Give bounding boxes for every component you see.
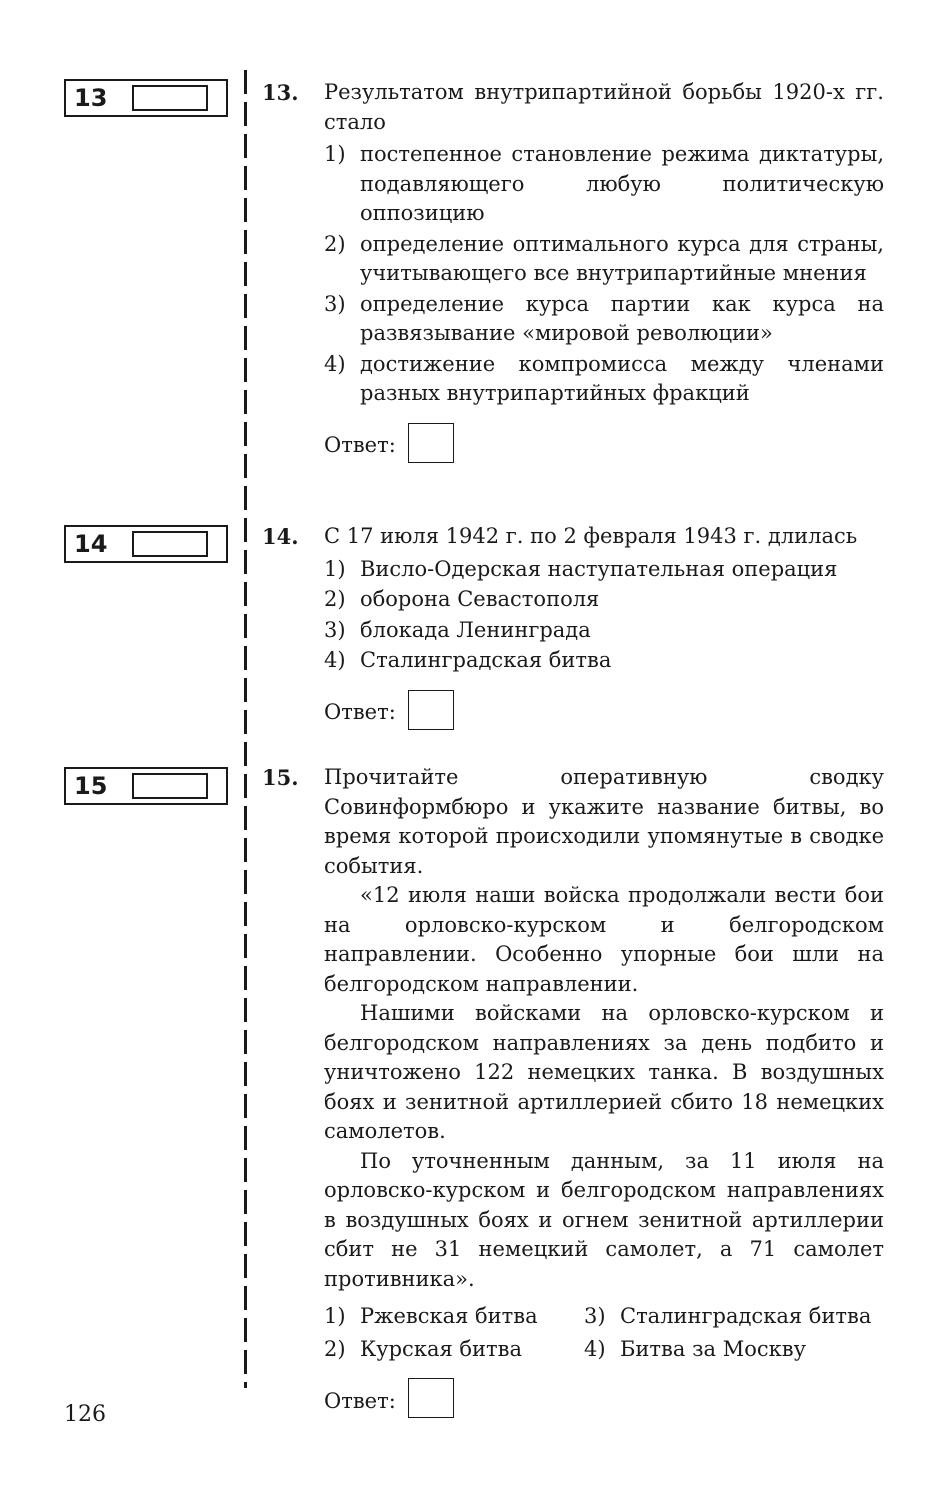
- answer-row: [324, 1376, 884, 1418]
- margin-answer-slot[interactable]: [132, 531, 208, 557]
- answer-label: Ответ:: [324, 700, 396, 724]
- option-item: [324, 646, 884, 676]
- task-number: 15.: [262, 765, 299, 790]
- option-number: 2): [324, 1336, 346, 1361]
- margin-answer-slot[interactable]: [132, 773, 208, 799]
- option-text: Сталинградская битва: [620, 1304, 872, 1328]
- option-item: [324, 230, 884, 289]
- option-item: [324, 555, 884, 585]
- option-grid: [324, 1302, 884, 1364]
- option-text: Битва за Москву: [620, 1336, 806, 1361]
- option-number: 4): [324, 351, 346, 376]
- task-15: [262, 763, 884, 1418]
- option-text: определение оптимального курса для страны, учитывающего все внутрипартийные мнения: [360, 231, 884, 285]
- option-number: 1): [324, 142, 346, 166]
- option-item: [324, 140, 884, 229]
- option-item: [324, 1302, 584, 1332]
- quote-paragraph: Нашими войсками на орловско-курском и белгородском направлениях за день подбито и уничтожено 122 немецких танка. В воздушных боях и зенитной артиллерией сбито 18 немецких самолетов.: [324, 1001, 884, 1143]
- option-text: постепенное становление режима диктатуры, подавляющего любую политическую оппозицию: [360, 142, 884, 225]
- option-text: Курская битва: [360, 1336, 522, 1361]
- answer-box[interactable]: [408, 1378, 454, 1418]
- task-14: [262, 522, 884, 730]
- margin-task-number: 13: [74, 84, 108, 112]
- margin-answer-box-13: [64, 79, 228, 117]
- margin-answer-slot[interactable]: [132, 85, 208, 111]
- quote-paragraph: По уточненным данным, за 11 июля на орловско-курском и белгородском направлениях в воздушных боях и огнем зенитной артиллерии сбит не 31 немецкий самолет, а 71 самолет противника».: [324, 1148, 884, 1291]
- option-text: блокада Ленинграда: [360, 617, 591, 642]
- option-text: Висло-Одерская наступательная операция: [360, 556, 838, 581]
- margin-task-number: 15: [74, 772, 108, 800]
- source-quote: [324, 881, 884, 1294]
- margin-answer-box-15: [64, 767, 228, 805]
- option-number: 3): [324, 291, 346, 316]
- margin-answer-box-14: [64, 525, 228, 563]
- option-number: 2): [324, 231, 346, 256]
- option-item: [584, 1302, 884, 1332]
- option-text: оборона Севастополя: [360, 587, 600, 611]
- option-number: 4): [584, 1336, 606, 1361]
- task-13: [262, 78, 884, 463]
- task-stem: Прочитайте оперативную сводку Совинформбюро и укажите название битвы, во время которой происходили упомянутые в сводке события.: [324, 765, 884, 878]
- task-stem: С 17 июля 1942 г. по 2 февраля 1943 г. длилась: [324, 524, 858, 548]
- option-text: достижение компромисса между членами разных внутрипартийных фракций: [360, 351, 884, 405]
- page-number: 126: [64, 1402, 106, 1427]
- margin-task-number: 14: [74, 530, 108, 558]
- option-text: Сталинградская битва: [360, 648, 612, 672]
- answer-row: [324, 421, 884, 463]
- task-stem: Результатом внутрипартийной борьбы 1920-х гг. стало: [324, 80, 884, 134]
- option-number: 4): [324, 648, 346, 672]
- task-number: 13.: [262, 80, 299, 105]
- option-item: [324, 1335, 584, 1365]
- task-number: 14.: [262, 524, 299, 549]
- option-text: Ржевская битва: [360, 1304, 538, 1328]
- option-item: [324, 585, 884, 615]
- answer-label: Ответ:: [324, 1388, 396, 1413]
- answer-box[interactable]: [408, 423, 454, 463]
- option-number: 1): [324, 1304, 346, 1328]
- option-number: 3): [584, 1304, 606, 1328]
- option-list: [324, 140, 884, 409]
- answer-label: Ответ:: [324, 433, 396, 457]
- cut-line-divider: [244, 70, 247, 1388]
- option-item: [324, 290, 884, 349]
- option-number: 2): [324, 587, 346, 611]
- quote-paragraph: «12 июля наши войска продолжали вести бои на орловско-курском и белгородском направлении. Особенно упорные бои шли на белгородском направлении.: [324, 883, 884, 996]
- option-number: 1): [324, 556, 346, 581]
- option-item: [324, 616, 884, 646]
- option-list: [324, 555, 884, 676]
- answer-box[interactable]: [408, 690, 454, 730]
- answer-row: [324, 688, 884, 730]
- option-item: [584, 1335, 884, 1365]
- option-number: 3): [324, 617, 346, 642]
- option-text: определение курса партии как курса на развязывание «мировой революции»: [360, 291, 884, 345]
- option-item: [324, 350, 884, 409]
